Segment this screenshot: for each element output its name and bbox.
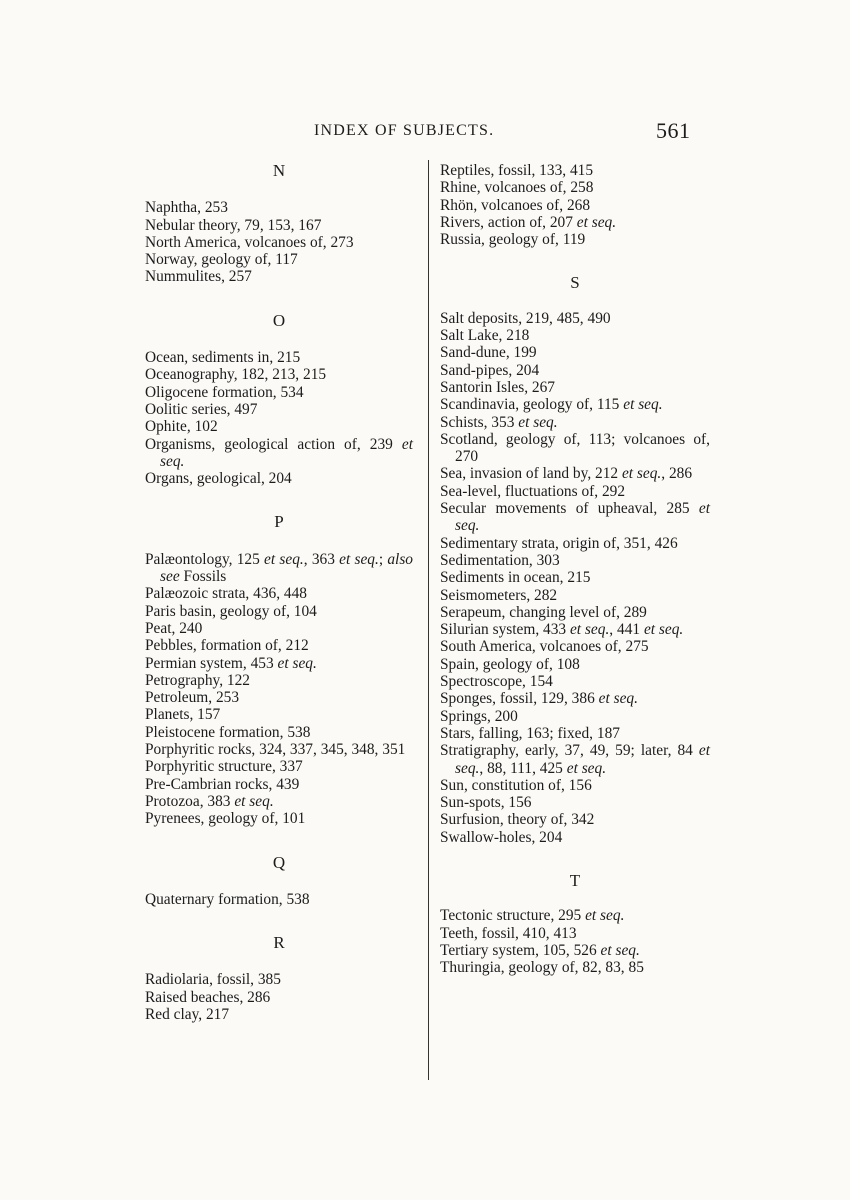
- index-entry: Sand-dune, 199: [440, 344, 537, 362]
- index-entry: Permian system, 453 et seq.: [145, 654, 317, 672]
- index-entry: Santorin Isles, 267: [440, 378, 555, 396]
- index-entry: Radiolaria, fossil, 385: [145, 971, 281, 989]
- index-entry: Scandinavia, geology of, 115 et seq.: [440, 396, 663, 414]
- index-entry: Raised beaches, 286: [145, 988, 271, 1006]
- index-entry: Serapeum, changing level of, 289: [440, 603, 647, 621]
- index-entry: Stratigraphy, early, 37, 49, 59; later, 84 et seq., 88, 111, 425 et seq.: [440, 742, 710, 777]
- left-column: [145, 162, 413, 1023]
- index-entry: Secular movements of upheaval, 285 et seq.: [440, 500, 710, 535]
- column-divider: [428, 160, 429, 1080]
- section-letter: T: [569, 870, 581, 890]
- index-entry: Tectonic structure, 295 et seq.: [440, 907, 625, 925]
- index-entry: Nebular theory, 79, 153, 167: [145, 216, 322, 234]
- index-entry: Peat, 240: [145, 619, 203, 637]
- index-entry: Organs, geological, 204: [145, 470, 292, 488]
- index-entry: Schists, 353 et seq.: [440, 413, 558, 431]
- index-entry: Scotland, geology of, 113; volcanoes of, 270: [440, 430, 710, 466]
- index-entry: Porphyritic rocks, 324, 337, 345, 348, 351: [145, 741, 406, 759]
- page-number: 561: [656, 118, 691, 143]
- index-entry: Salt Lake, 218: [440, 327, 530, 345]
- index-entry: Reptiles, fossil, 133, 415: [440, 162, 594, 179]
- index-entry: Ophite, 102: [145, 418, 218, 436]
- index-entry: Sand-pipes, 204: [440, 361, 540, 379]
- index-entry: Silurian system, 433 et seq., 441 et seq.: [440, 621, 684, 639]
- index-entry: Sea, invasion of land by, 212 et seq., 286: [440, 465, 693, 483]
- index-entry: Planets, 157: [145, 706, 221, 724]
- index-entry: Sun-spots, 156: [440, 794, 532, 812]
- index-entry: Norway, geology of, 117: [145, 251, 298, 269]
- index-entry: Sediments in ocean, 215: [440, 569, 591, 587]
- index-entry: Rhön, volcanoes of, 268: [440, 196, 591, 214]
- index-entry: Oceanography, 182, 213, 215: [145, 366, 327, 384]
- index-entry: Sedimentation, 303: [440, 551, 560, 569]
- index-entry: Oolitic series, 497: [145, 400, 258, 418]
- page-header: [0, 118, 850, 148]
- section-letter: Q: [272, 852, 286, 872]
- index-entry: Red clay, 217: [145, 1005, 230, 1023]
- index-entry: Quaternary formation, 538: [145, 890, 310, 908]
- index-entry: Tertiary system, 105, 526 et seq.: [440, 941, 640, 959]
- index-entry: Porphyritic structure, 337: [145, 758, 303, 776]
- index-entry: Salt deposits, 219, 485, 490: [440, 309, 611, 327]
- index-entry: Swallow-holes, 204: [440, 828, 563, 846]
- index-entry: Petrography, 122: [145, 671, 251, 689]
- section-letter: P: [274, 512, 284, 532]
- section-letter: S: [570, 273, 580, 293]
- index-entry: Oligocene formation, 534: [145, 383, 304, 401]
- index-entry: Rivers, action of, 207 et seq.: [440, 213, 617, 231]
- index-entry: Springs, 200: [440, 707, 518, 725]
- index-entry: Ocean, sediments in, 215: [145, 349, 301, 367]
- index-entry: Stars, falling, 163; fixed, 187: [440, 724, 620, 742]
- right-column: [440, 162, 710, 976]
- index-entry: Seismometers, 282: [440, 586, 558, 604]
- index-entry: Sponges, fossil, 129, 386 et seq.: [440, 690, 638, 708]
- index-entry: North America, volcanoes of, 273: [145, 233, 354, 251]
- index-entry: Spain, geology of, 108: [440, 655, 580, 673]
- index-entry: Surfusion, theory of, 342: [440, 811, 595, 829]
- index-entry: Thuringia, geology of, 82, 83, 85: [440, 959, 644, 977]
- index-entry: Palæontology, 125 et seq., 363 et seq.; also see Fossils: [145, 550, 413, 586]
- index-entry: South America, volcanoes of, 275: [440, 638, 649, 656]
- index-entry: Spectroscope, 154: [440, 673, 553, 691]
- index-entry: Pebbles, formation of, 212: [145, 637, 309, 655]
- index-entry: Sedimentary strata, origin of, 351, 426: [440, 534, 678, 552]
- index-entry: Pyrenees, geology of, 101: [145, 810, 306, 828]
- index-entry: Pre-Cambrian rocks, 439: [145, 775, 300, 793]
- index-entry: Sun, constitution of, 156: [440, 776, 592, 794]
- index-entry: Protozoa, 383 et seq.: [145, 792, 274, 810]
- index-entry: Paris basin, geology of, 104: [145, 602, 317, 620]
- index-entry: Rhine, volcanoes of, 258: [440, 179, 594, 197]
- index-entry: Pleistocene formation, 538: [145, 723, 311, 741]
- section-letter: O: [272, 310, 286, 330]
- index-entry: Naphtha, 253: [145, 199, 228, 217]
- index-entry: Russia, geology of, 119: [440, 231, 586, 249]
- index-entry: Petroleum, 253: [145, 689, 240, 707]
- running-title: INDEX OF SUBJECTS.: [314, 122, 495, 139]
- index-entry: Teeth, fossil, 410, 413: [440, 924, 577, 942]
- section-letter: N: [272, 161, 286, 180]
- section-letter: R: [273, 933, 285, 953]
- index-entry: Nummulites, 257: [145, 268, 252, 286]
- index-entry: Palæozoic strata, 436, 448: [145, 585, 307, 603]
- index-entry: Sea-level, fluctuations of, 292: [440, 482, 626, 500]
- index-entry: Organisms, geological action of, 239 et seq.: [145, 435, 413, 470]
